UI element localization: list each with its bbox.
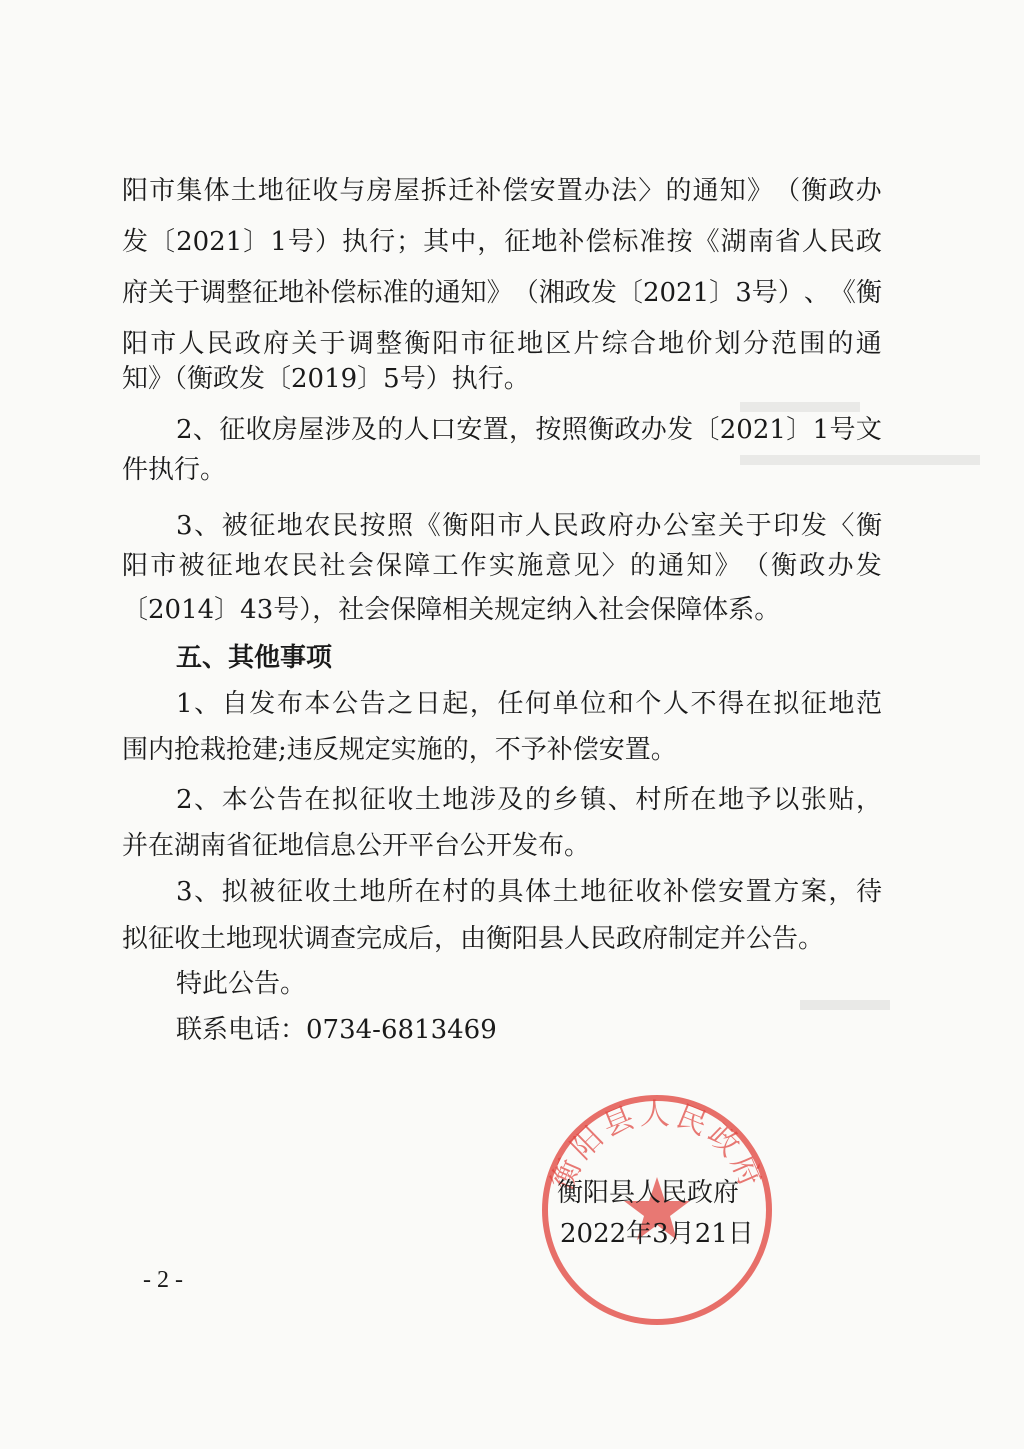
contact-phone: 联系电话：0734-6813469 (176, 1015, 497, 1045)
body-line: 府 关 于 调 整 征 地 补 偿 标 准 的 通 知 》 （ 湘 政 发 〔 2021 〕 3 号 ） 、 《 衡 (122, 278, 882, 308)
signature-date: 2022年3月21日 (560, 1219, 754, 1249)
page-number: - 2 - (143, 1267, 183, 1293)
body-line: 1 、 自 发 布 本 公 告 之 日 起 ， 任 何 单 位 和 个 人 不 得 在 拟 征 地 范 (176, 689, 882, 719)
bleed-through (740, 402, 860, 412)
body-line: 3 、 被 征 地 农 民 按 照 《 衡 阳 市 人 民 政 府 办 公 室 关 于 印 发 〈 衡 (176, 511, 882, 541)
body-line: 并在湖南省征地信息公开平台公开发布。 (122, 831, 591, 861)
closing-line: 特此公告。 (176, 969, 307, 999)
body-line: 阳 市 集 体 土 地 征 收 与 房 屋 拆 迁 补 偿 安 置 办 法 〉 的 通 知 》 （ 衡 政 办 (122, 176, 882, 206)
body-line: 〔2014〕43号），社会保障相关规定纳入社会保障体系。 (122, 595, 781, 625)
body-line: 阳 市 人 民 政 府 关 于 调 整 衡 阳 市 征 地 区 片 综 合 地 价 划 分 范 围 的 通 (122, 329, 882, 359)
bleed-through (800, 1000, 890, 1010)
official-seal-icon (532, 1085, 782, 1335)
body-line: 阳 市 被 征 地 农 民 社 会 保 障 工 作 实 施 意 见 〉 的 通 知 》 （ 衡 政 办 发 (122, 551, 882, 581)
body-line: 知》（衡政发〔2019〕5号）执行。 (122, 364, 530, 394)
body-line: 2 、 本 公 告 在 拟 征 收 土 地 涉 及 的 乡 镇 、 村 所 在 地 予 以 张 贴 ， (176, 785, 882, 815)
body-line: 拟征收土地现状调查完成后，由衡阳县人民政府制定并公告。 (122, 924, 825, 954)
bleed-through (740, 455, 980, 465)
body-line: 2 、 征 收 房 屋 涉 及 的 人 口 安 置 ， 按 照 衡 政 办 发 〔 2021 〕 1 号 文 (176, 415, 882, 445)
body-line: 围内抢栽抢建;违反规定实施的，不予补偿安置。 (122, 735, 677, 765)
body-line: 3 、 拟 被 征 收 土 地 所 在 村 的 具 体 土 地 征 收 补 偿 安 置 方 案 ， 待 (176, 877, 882, 907)
body-line: 发 〔 2021 〕 1 号 ） 执 行 ； 其 中 ， 征 地 补 偿 标 准 按 《 湖 南 省 人 民 政 (122, 227, 882, 257)
section-heading: 五、其他事项 (176, 643, 333, 673)
svg-text:衡阳县人民政府: 衡阳县人民政府 (544, 1096, 770, 1196)
body-line: 件执行。 (122, 455, 227, 485)
signature-org: 衡阳县人民政府 (557, 1178, 740, 1208)
